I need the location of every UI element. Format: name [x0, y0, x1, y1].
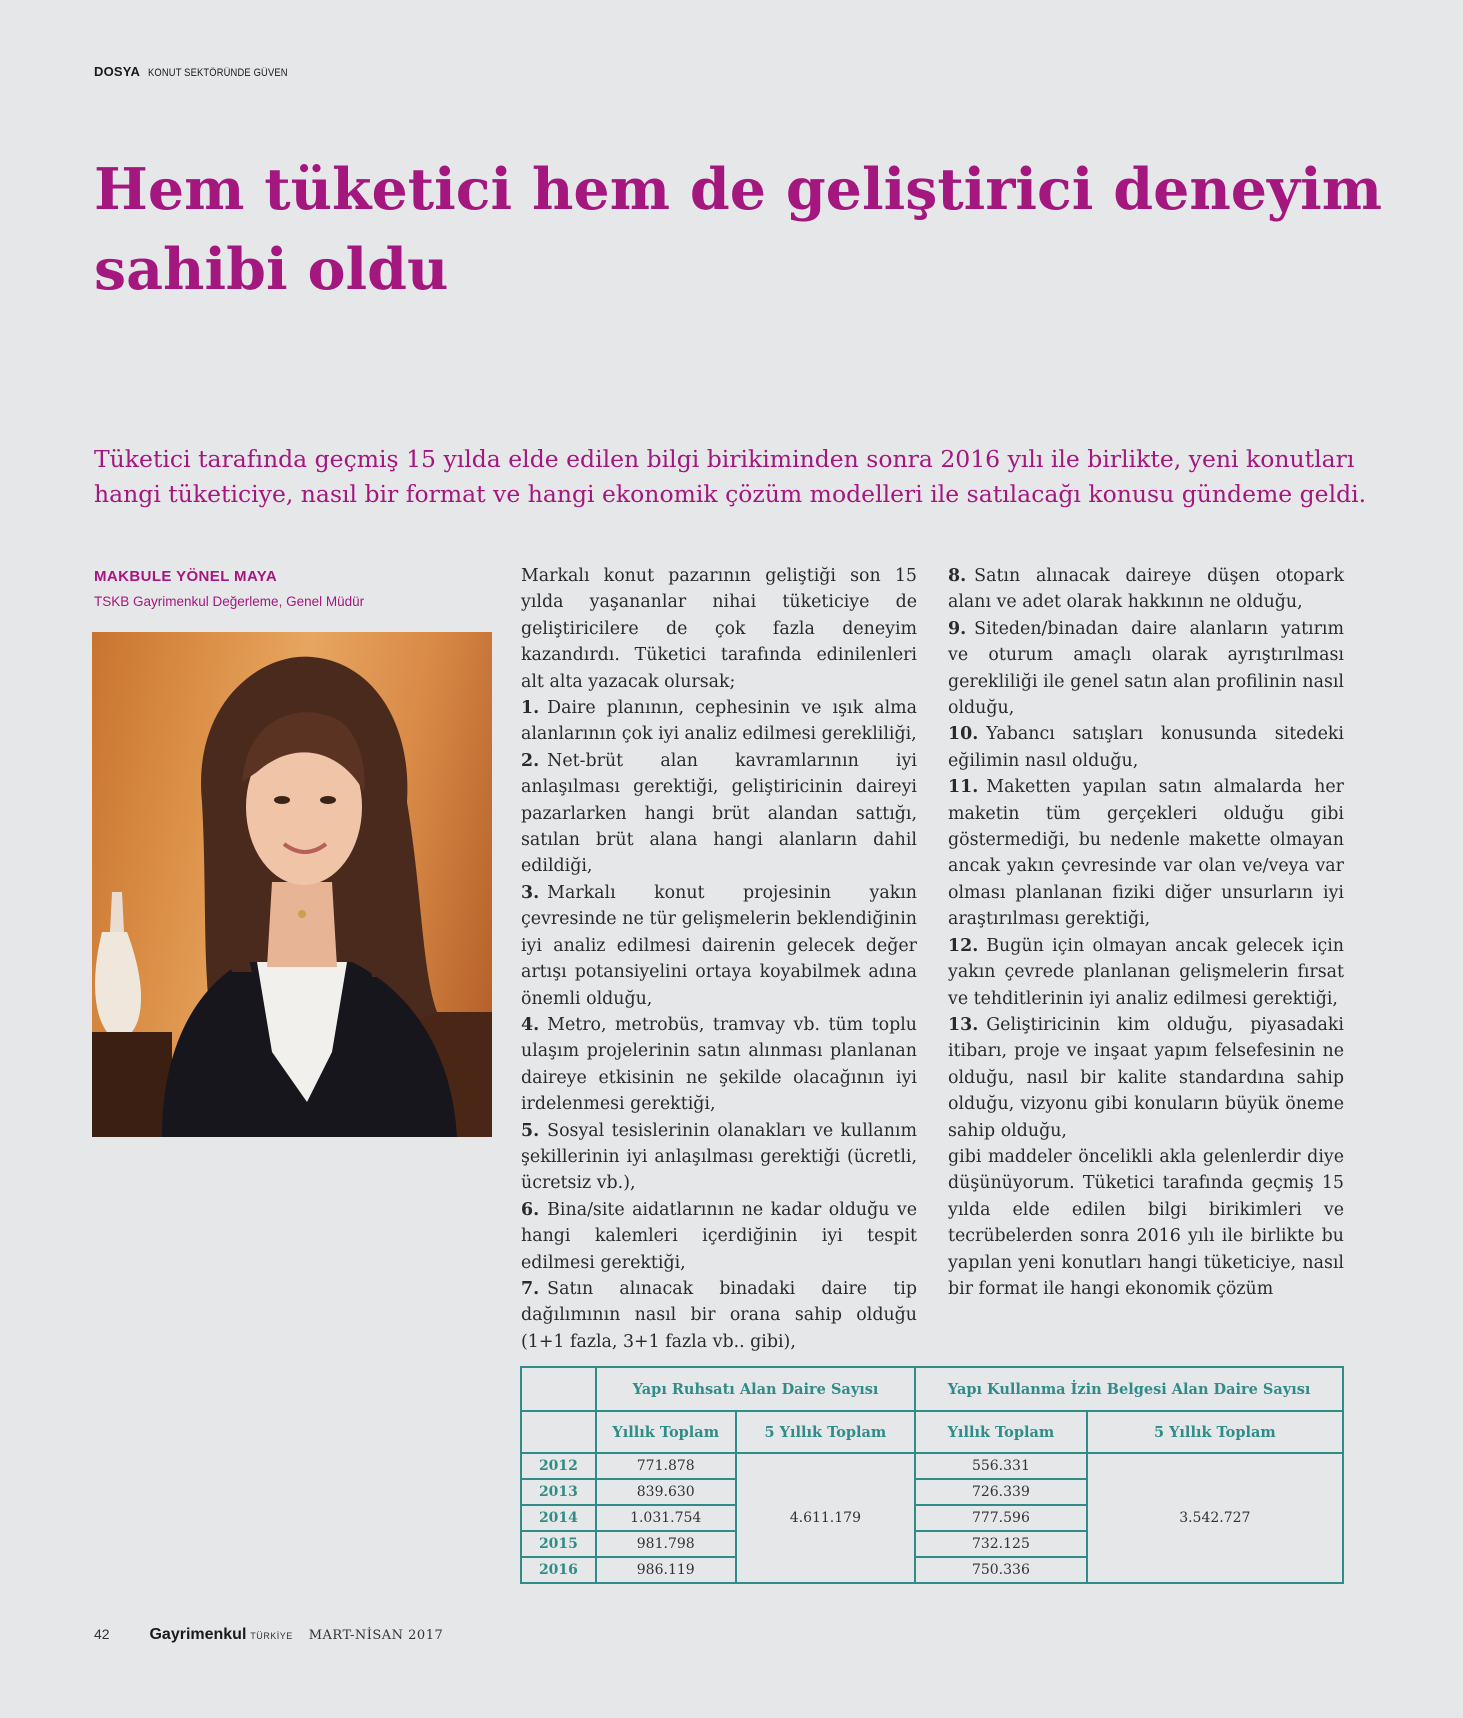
magazine-suffix: TÜRKİYE: [250, 1631, 293, 1641]
issue-date: MART-NİSAN 2017: [308, 1628, 444, 1643]
article-title: Hem tüketici hem de geliştirici deneyim sahibi oldu: [94, 156, 1383, 303]
table-group-header: Yapı Ruhsatı Alan Daire Sayısı: [596, 1367, 915, 1411]
table-cell: 839.630: [596, 1479, 736, 1505]
body-column-2: [948, 563, 1344, 1302]
table-cell: 732.125: [915, 1531, 1087, 1557]
table-cell-five-year: 3.542.727: [1087, 1453, 1343, 1583]
body-column-1: [521, 563, 917, 1355]
table-subheader: 5 Yıllık Toplam: [1087, 1411, 1343, 1453]
magazine-name: Gayrimenkul: [149, 1626, 247, 1643]
section-label: DOSYA: [94, 64, 141, 79]
table-cell: 777.596: [915, 1505, 1087, 1531]
table-cell-year: 2014: [521, 1505, 596, 1531]
list-item: 3. Markalı konut projesinin yakın çevresinde ne tür gelişmelerin beklendiğinin iyi analiz edilmesi dairenin gelecek değer artışı potansiyelini ortaya koyabilmek adına önemli olduğu,: [521, 882, 917, 1009]
table-corner: [521, 1367, 596, 1411]
table-cell-year: 2016: [521, 1557, 596, 1583]
list-item: 11. Maketten yapılan satın almalarda her maketin tüm gerçekleri olduğu gibi göstermediği, bu nedenle makette olmayan ancak yakın çevresinde var olan ve/veya var olması planlanan fiziki diğer unsurların iyi araştırılması gerektiği,: [948, 777, 1344, 930]
table-cell: 1.031.754: [596, 1505, 736, 1531]
list-item: 9. Siteden/binadan daire alanların yatırım ve oturum amaçlı olarak ayrıştırılması gerekliliği ile genel satın alan profilinin nasıl olduğu,: [948, 618, 1344, 719]
section-header: [94, 64, 312, 79]
housing-stats-table: [520, 1366, 1344, 1584]
page-footer: [94, 1626, 443, 1644]
list-item: 2. Net-brüt alan kavramlarının iyi anlaşılması gerektiği, geliştiricinin daireyi pazarlarken hangi brüt alandan sattığı, satılan brüt alana hangi alanların dahil edildiği,: [521, 750, 917, 877]
article-lead: Tüketici tarafında geçmiş 15 yılda elde edilen bilgi birikiminden sonra 2016 yılı ile birlikte, yeni konutları hangi tüketiciye, nasıl bir format ve hangi ekonomik çözüm modelleri ile satılacağı konusu gündeme geldi.: [94, 445, 1367, 508]
table-cell-year: 2013: [521, 1479, 596, 1505]
table-cell-year: 2012: [521, 1453, 596, 1479]
table-cell: 981.798: [596, 1531, 736, 1557]
page-number: 42: [94, 1626, 110, 1642]
section-subtitle: KONUT SEKTÖRÜNDE GÜVEN: [147, 67, 288, 79]
author-role: TSKB Gayrimenkul Değerleme, Genel Müdür: [94, 594, 365, 609]
author-photo: [92, 632, 492, 1137]
table-cell: 750.336: [915, 1557, 1087, 1583]
body-outro: gibi maddeler öncelikli akla gelenlerdir diye düşünüyorum. Tüketici tarafında geçmiş 15 yılda elde edilen bilgi birikimleri ve tecrübelerden sonra 2016 yılı ile birlikte bu yapılan yeni konutları hangi tüketiciye, nasıl bir format ile hangi ekonomik çözüm: [948, 1146, 1344, 1299]
table-group-header: Yapı Kullanma İzin Belgesi Alan Daire Sayısı: [915, 1367, 1343, 1411]
list-item: 4. Metro, metrobüs, tramvay vb. tüm toplu ulaşım projelerinin satın alınması planlanan daireye etkisinin ne şekilde olacağının iyi irdelenmesi gerektiği,: [521, 1014, 917, 1115]
table-cell: 726.339: [915, 1479, 1087, 1505]
table-subheader: Yıllık Toplam: [915, 1411, 1087, 1453]
table-subheader: 5 Yıllık Toplam: [736, 1411, 916, 1453]
list-item: 7. Satın alınacak binadaki daire tip dağılımının nasıl bir orana sahip olduğu (1+1 fazla, 3+1 fazla vb.. gibi),: [521, 1278, 917, 1352]
table-corner: [521, 1411, 596, 1453]
table-subheader: Yıllık Toplam: [596, 1411, 736, 1453]
list-item: 8. Satın alınacak daireye düşen otopark alanı ve adet olarak hakkının ne olduğu,: [948, 566, 1344, 613]
list-item: 6. Bina/site aidatlarının ne kadar olduğu ve hangi kalemleri içerdiğinin iyi tespit edilmesi gerektiği,: [521, 1199, 917, 1273]
table-row: [521, 1453, 1343, 1479]
list-item: 12. Bugün için olmayan ancak gelecek için yakın çevrede planlanan gelişmelerin fırsat ve tehditlerinin iyi analiz edilmesi gerektiği,: [948, 935, 1344, 1009]
table-cell: 771.878: [596, 1453, 736, 1479]
portrait-illustration: [92, 632, 492, 1137]
list-item: 10. Yabancı satışları konusunda sitedeki eğilimin nasıl olduğu,: [948, 724, 1344, 771]
table-cell-year: 2015: [521, 1531, 596, 1557]
body-intro: Markalı konut pazarının geliştiği son 15 yılda yaşananlar nihai tüketiciye de geliştiricilere de çok fazla deneyim kazandırdı. Tüketici tarafında edinilenleri alt alta yazacak olursak;: [521, 566, 917, 692]
table-cell: 556.331: [915, 1453, 1087, 1479]
author-name: MAKBULE YÖNEL MAYA: [94, 568, 278, 585]
table-cell-five-year: 4.611.179: [736, 1453, 916, 1583]
list-item: 13. Geliştiricinin kim olduğu, piyasadaki itibarı, proje ve inşaat yapım felsefesinin ne olduğu, nasıl bir kalite standardına sahip olduğu, vizyonu gibi konuların büyük öneme sahip olduğu,: [948, 1014, 1344, 1141]
table-cell: 986.119: [596, 1557, 736, 1583]
list-item: 5. Sosyal tesislerinin olanakları ve kullanım şekillerinin iyi anlaşılması gerektiği (ücretli, ücretsiz vb.),: [521, 1120, 917, 1194]
list-item: 1. Daire planının, cephesinin ve ışık alma alanlarının çok iyi analiz edilmesi gerekliliği,: [521, 698, 917, 745]
